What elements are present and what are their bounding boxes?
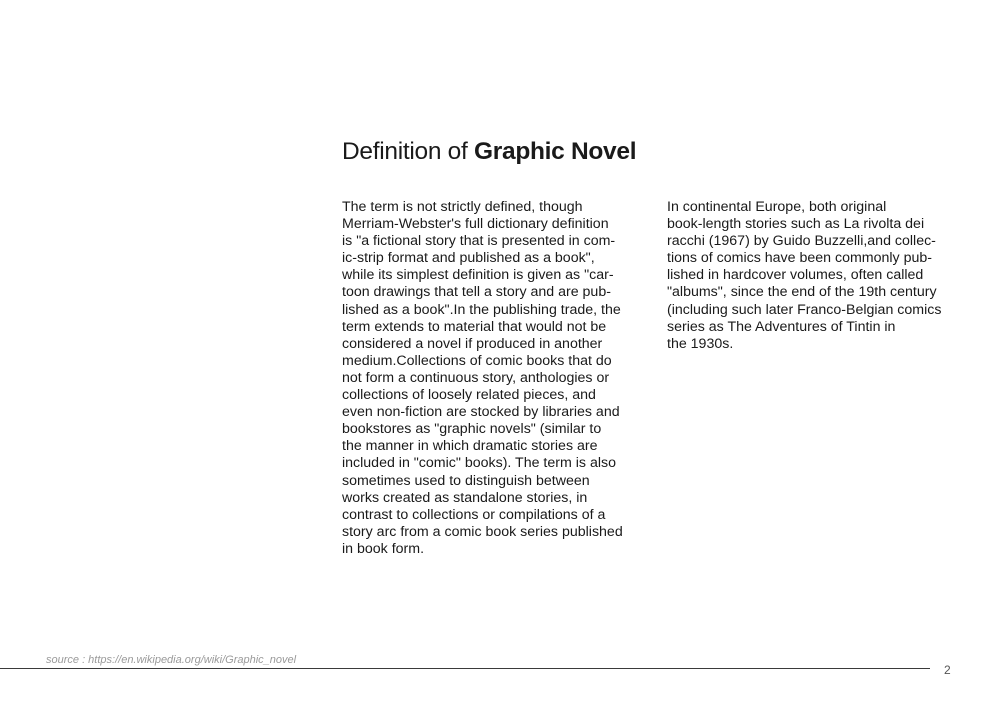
body-text-line: medium.Collections of comic books that do [342,352,612,369]
source-citation: source : https://en.wikipedia.org/wiki/Graphic_novel [46,654,297,666]
body-text-line: lished as a book".In the publishing trade, the [342,301,621,318]
body-text-line: (including such later Franco-Belgian comics [667,301,942,318]
body-text-line: not form a continuous story, anthologies or [342,369,610,386]
title-emphasis: Graphic Novel [474,138,637,166]
body-text-line: term extends to material that would not be [342,318,607,335]
body-text-line: tions of comics have been commonly pub- [667,250,932,267]
body-text-line: while its simplest definition is given as "car- [342,267,614,284]
page-number: 2 [944,663,951,677]
title-prefix: Definition of [342,138,474,166]
body-text-line: the manner in which dramatic stories are [342,438,598,455]
body-text-line: the 1930s. [667,335,734,352]
body-text-line: series as The Adventures of Tintin in [667,318,896,335]
body-text-line: The term is not strictly defined, though [342,199,583,215]
body-text-line: ic-strip format and published as a book", [342,250,595,267]
footer-divider [0,668,930,669]
body-text-line: sometimes used to distinguish between [342,472,590,489]
body-text-line: "albums", since the end of the 19th century [667,284,937,301]
body-text-line: In continental Europe, both original [667,199,887,215]
body-column-right [667,199,967,353]
body-text-line: lished in hardcover volumes, often called [667,267,924,284]
body-text-line: even non-fiction are stocked by libraries and [342,404,620,421]
body-text-line: included in "comic" books). The term is also [342,455,616,472]
page-title [342,138,636,166]
body-text-line: bookstores as "graphic novels" (similar to [342,421,602,438]
body-column-left [342,199,642,558]
body-text-line: in book form. [342,540,425,557]
body-text-line: story arc from a comic book series published [342,523,623,540]
body-text-line: is "a fictional story that is presented in com- [342,233,616,250]
body-text-line: Merriam-Webster's full dictionary definition [342,216,609,233]
body-text-line: considered a novel if produced in another [342,335,603,352]
body-text-line: contrast to collections or compilations of a [342,506,606,523]
body-text-line: racchi (1967) by Guido Buzzelli,and collec- [667,233,936,250]
body-text-line: works created as standalone stories, in [342,489,588,506]
body-text-line: collections of loosely related pieces, and [342,387,596,404]
body-text-line: book-length stories such as La rivolta dei [667,216,925,233]
body-text-line: toon drawings that tell a story and are pub- [342,284,611,301]
